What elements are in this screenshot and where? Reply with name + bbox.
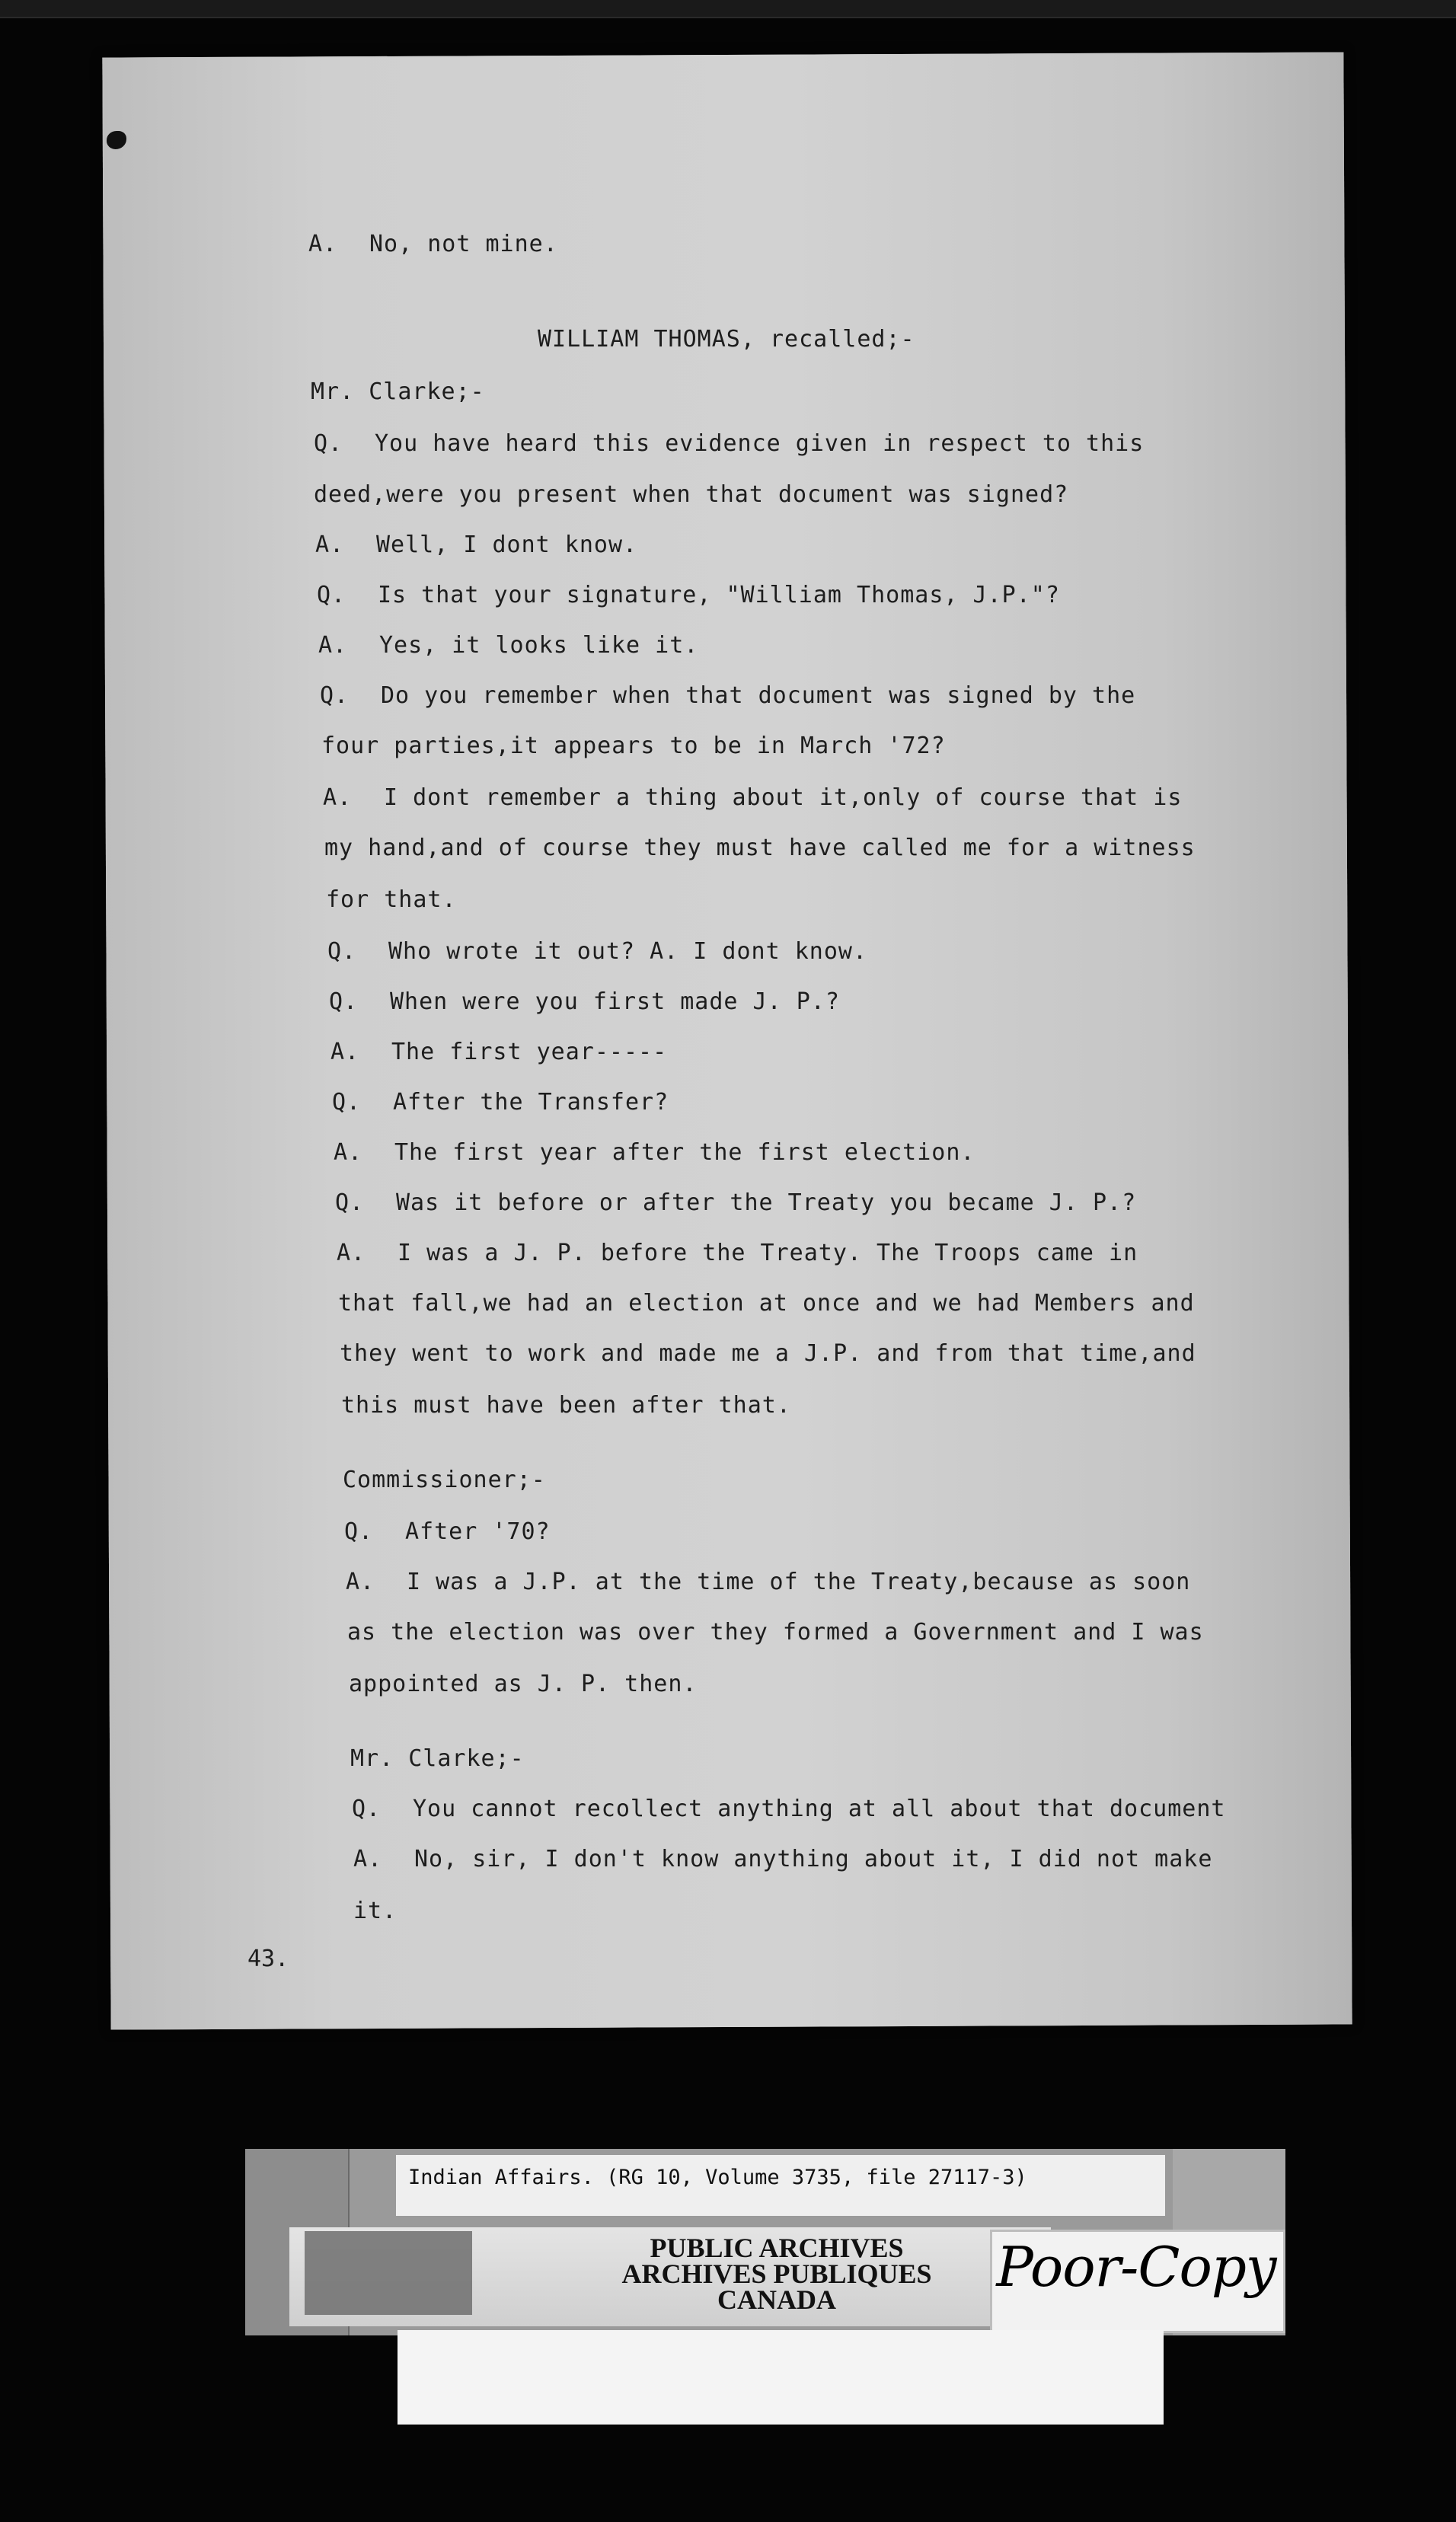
- speaker-tag: Q.: [317, 582, 346, 608]
- transcript-line: [335, 1189, 1136, 1216]
- transcript-line: [330, 1039, 667, 1065]
- line-text: Was it before or after the Treaty you became J. P.?: [396, 1189, 1137, 1216]
- transcript-line: [323, 784, 1182, 811]
- transcript-line: [340, 1340, 1196, 1367]
- line-text: Is that your signature, "William Thomas, J.P."?: [378, 582, 1060, 608]
- line-text: my hand,and of course they must have called me for a witness: [324, 835, 1196, 861]
- transcript-line: [346, 1569, 1190, 1595]
- film-edge: [0, 0, 1456, 18]
- line-text: The first year-----: [391, 1039, 668, 1065]
- line-text: When were you first made J. P.?: [390, 988, 840, 1015]
- line-text: After the Transfer?: [393, 1089, 669, 1116]
- line-text: The first year after the first election.: [394, 1139, 975, 1166]
- line-text: You have heard this evidence given in respect to this: [375, 430, 1145, 457]
- transcript-line: [344, 1518, 551, 1545]
- transcript-line: [317, 582, 1060, 608]
- blank-plate: [398, 2330, 1164, 2425]
- line-text: four parties,it appears to be in March '72?: [321, 733, 946, 759]
- transcript-line: [329, 988, 840, 1015]
- stamp-line-3: CANADA: [717, 2284, 836, 2315]
- transcript-line: [314, 430, 1144, 457]
- line-text: that fall,we had an election at once and we had Members and: [338, 1290, 1195, 1317]
- speaker-tag: A.: [330, 1039, 360, 1065]
- line-text: this must have been after that.: [341, 1392, 791, 1419]
- stamp-line-2: ARCHIVES PUBLIQUES: [621, 2259, 932, 2289]
- line-text: No, sir, I don't know anything about it, I did not make: [414, 1846, 1213, 1872]
- speaker-tag: A.: [346, 1569, 375, 1595]
- speaker-tag: Q.: [314, 430, 343, 457]
- stamp-line-1: PUBLIC ARCHIVES: [650, 2233, 904, 2263]
- transcript-line: [353, 1898, 397, 1924]
- speaker-tag: A.: [337, 1240, 366, 1266]
- transcript-line: [326, 886, 457, 913]
- speaker-heading: [350, 1745, 525, 1772]
- line-text: Yes, it looks like it.: [379, 632, 699, 659]
- line-text: as the election was over they formed a Government and I was: [347, 1619, 1204, 1646]
- line-text: I was a J. P. before the Treaty. The Troops came in: [398, 1240, 1138, 1266]
- reference-text: Indian Affairs. (RG 10, Volume 3735, file 27117-3): [408, 2166, 1027, 2189]
- transcript-line: [334, 1139, 975, 1166]
- transcript-line: [318, 632, 698, 659]
- speaker-tag: Q.: [327, 938, 357, 965]
- speaker-tag: Mr. Clarke;-: [350, 1745, 525, 1772]
- speaker-heading: [343, 1467, 546, 1493]
- transcript-line: [324, 835, 1196, 861]
- transcript-line: [314, 481, 1068, 508]
- witness-heading: WILLIAM THOMAS, recalled;-: [538, 326, 915, 353]
- line-text: Do you remember when that document was signed by the: [381, 682, 1136, 709]
- line-text: After '70?: [405, 1518, 551, 1545]
- speaker-tag: Commissioner;-: [343, 1467, 546, 1493]
- archive-stamp: [533, 2235, 1020, 2313]
- transcript-line: [338, 1290, 1195, 1317]
- line-text: appointed as J. P. then.: [349, 1671, 698, 1697]
- transcript-line: [332, 1089, 669, 1116]
- transcript-line: [320, 682, 1135, 709]
- line-text: they went to work and made me a J.P. and from that time,and: [340, 1340, 1196, 1367]
- transcript-line: [349, 1671, 697, 1697]
- transcript-line: [341, 1392, 791, 1419]
- speaker-tag: A.: [318, 632, 348, 659]
- speaker-tag: A.: [308, 231, 338, 257]
- line-text: deed,were you present when that document was signed?: [314, 481, 1069, 508]
- line-text: Well, I dont know.: [376, 532, 638, 558]
- transcript-line: [353, 1846, 1212, 1872]
- speaker-tag: Q.: [320, 682, 350, 709]
- page-number: 43.: [247, 1946, 289, 1972]
- line-text: No, not mine.: [369, 231, 558, 257]
- speaker-tag: Q.: [332, 1089, 362, 1116]
- speaker-tag: A.: [334, 1139, 363, 1166]
- poor-copy-text: Poor-Copy: [996, 2235, 1276, 2299]
- speaker-tag: Mr. Clarke;-: [311, 378, 485, 405]
- speaker-tag: Q.: [335, 1189, 365, 1216]
- speaker-tag: Q.: [352, 1796, 382, 1822]
- tape-shadow: [305, 2231, 472, 2315]
- speaker-tag: A.: [323, 784, 353, 811]
- line-text: I was a J.P. at the time of the Treaty,because as soon: [407, 1569, 1191, 1595]
- transcript-line: [337, 1240, 1138, 1266]
- line-text: for that.: [326, 886, 457, 913]
- transcript-line: [308, 231, 558, 257]
- transcript-line: [321, 733, 946, 759]
- speaker-heading: [311, 378, 485, 405]
- speaker-tag: Q.: [344, 1518, 374, 1545]
- transcript-line: [352, 1796, 1225, 1822]
- line-text: I dont remember a thing about it,only of course that is: [384, 784, 1183, 811]
- line-text: it.: [353, 1898, 398, 1924]
- transcript-line: [327, 938, 867, 965]
- speaker-tag: A.: [315, 532, 345, 558]
- speaker-tag: A.: [353, 1846, 383, 1872]
- transcript-line: [347, 1619, 1204, 1646]
- line-text: You cannot recollect anything at all about that document: [413, 1796, 1226, 1822]
- transcript-line: [315, 532, 637, 558]
- speaker-tag: Q.: [329, 988, 359, 1015]
- line-text: Who wrote it out? A. I dont know.: [388, 938, 868, 965]
